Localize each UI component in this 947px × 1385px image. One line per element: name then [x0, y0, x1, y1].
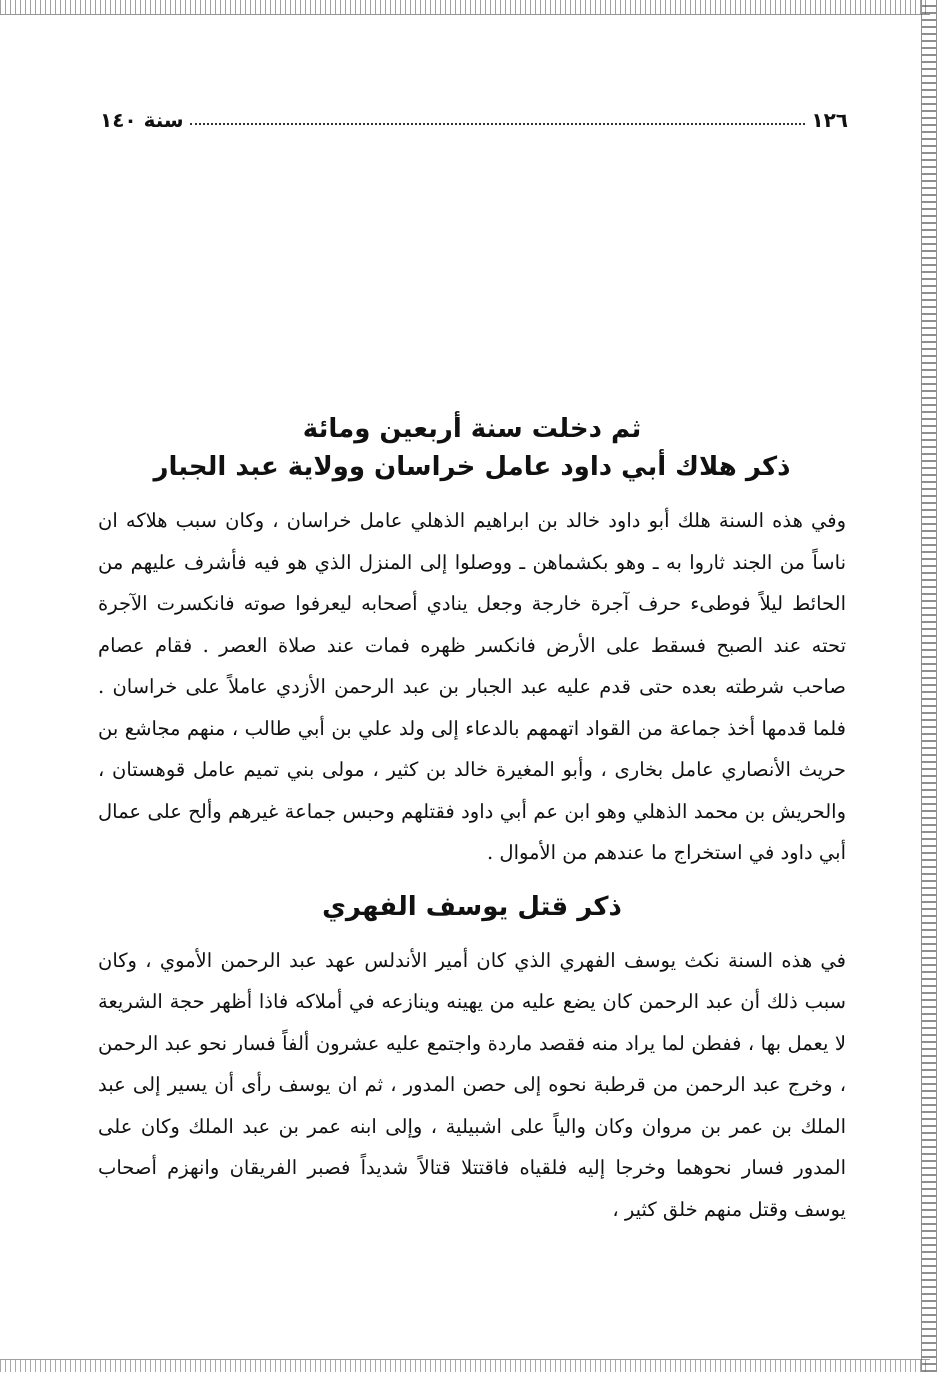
ornamental-border-right — [921, 0, 937, 1372]
paragraph-2: في هذه السنة نكث يوسف الفهري الذي كان أمير الأندلس عهد عبد الرحمن الأموي ، وكان سبب ذلك أن عبد الرحمن كان يضع عليه من يهينه وينازعه في أملاكه فاذا أظهر حجة الشريعة لا يعمل بها ، ففطن لما يراد منه فقصد ماردة واجتمع عليه عشرون ألفاً فسار نحو عبد الرحمن ، وخرج عبد الرحمن من قرطبة نحوه إلى حصن المدور ، ثم ان يوسف رأى أن يسير إلى عبد الملك بن عمر بن مروان وكان والياً على اشبيلية ، وإلى ابنه عمر بن عبد الملك وكان على المدور فسار نحوهما وخرجا إليه فلقياه فاقتتلا قتالاً شديداً فصبر الفريقان وانهزم أصحاب يوسف وقتل منهم خلق كثير ، — [98, 948, 846, 1221]
running-header — [100, 100, 848, 132]
section-heading-1: ذكر هلاك أبي داود عامل خراسان وولاية عبد الجبار — [153, 452, 791, 482]
section-heading-2: ذكر قتل يوسف الفهري — [322, 891, 622, 922]
header-dot-leader — [190, 123, 806, 125]
header-year-label: سنة ١٤٠ — [100, 108, 184, 132]
page-content — [98, 410, 846, 1230]
ornamental-border-bottom — [0, 1359, 930, 1372]
chapter-title: ثم دخلت سنة أربعين ومائة — [302, 414, 642, 444]
page-number: ١٢٦ — [811, 108, 848, 132]
paragraph-1: وفي هذه السنة هلك أبو داود خالد بن ابراهيم الذهلي عامل خراسان ، وكان سبب هلاكه ان ناساً من الجند ثاروا به ـ وهو بكشماهن ـ ووصلوا إلى المنزل الذي هو فيه فأشرف عليهم من الحائط ليلاً فوطىء حرف آجرة خارجة وجعل ينادي أصحابه ليعرفوا صوته فانكسرت الآجرة تحته عند الصبح فسقط على الأرض فانكسر ظهره فمات عند صلاة العصر . فقام عصام صاحب شرطته بعده حتى قدم عليه عبد الجبار بن عبد الرحمن الأزدي عاملاً على خراسان . فلما قدمها أخذ جماعة من القواد اتهمهم بالدعاء إلى ولد علي بن أبي طالب ، منهم مجاشع بن حريث الأنصاري عامل بخارى ، وأبو المغيرة خالد بن كثير ، مولى بني تميم عامل قوهستان ، والحريش بن محمد الذهلي وهو ابن عم أبي داود فقتلهم وحبس جماعة غيرهم وألح على عمال أبي داود في استخراج ما عندهم من الأموال . — [98, 509, 846, 864]
ornamental-border-top — [0, 0, 930, 15]
